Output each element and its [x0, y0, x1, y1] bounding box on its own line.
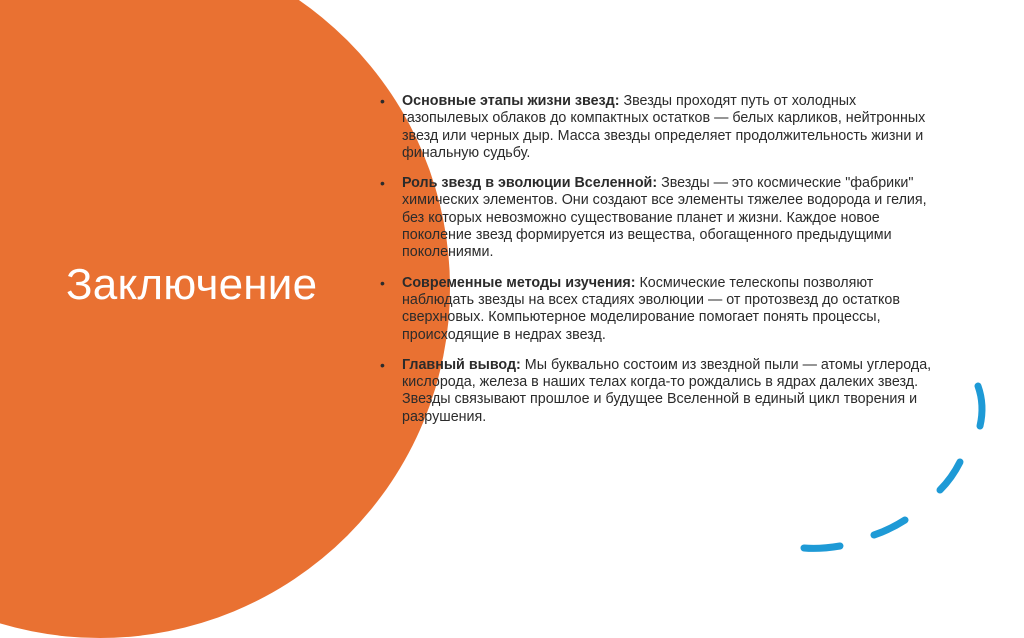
bullet-dot-icon: •: [380, 356, 385, 373]
bullet-item: [380, 175, 940, 261]
bullet-item: [380, 93, 940, 162]
bullet-list: [380, 93, 940, 426]
bullet-item: [380, 357, 940, 426]
bullet-text: Звезды — это космические "фабрики" химических элементов. Они создают все элементы тяжелее водорода и гелия, без которых невозможно существование планет и жизни. Каждое новое поколение звезд формируется из вещества, обогащенного предыдущими поколениями.: [402, 175, 927, 261]
bullet-term: Роль звезд в эволюции Вселенной:: [402, 175, 658, 192]
dash-segment: [874, 520, 905, 535]
slide-title: Заключение: [66, 260, 318, 309]
bullet-list-container: [380, 93, 940, 439]
bullet-term: Основные этапы жизни звезд:: [402, 93, 620, 109]
bullet-term: Главный вывод:: [402, 356, 521, 373]
bullet-term: Современные методы изучения:: [402, 274, 636, 291]
bullet-text: Звезды проходят путь от холодных газопылевых облаков до компактных остатков — белых карликов, нейтронных звезд или черных дыр. Масса звезды определяет продолжительность жизни и финальную судьбу.: [402, 93, 926, 161]
dash-segment: [978, 386, 982, 426]
bullet-item: [380, 275, 940, 344]
bullet-dot-icon: •: [380, 274, 385, 291]
dash-segment: [804, 546, 840, 548]
dash-segment: [940, 462, 960, 490]
bullet-dot-icon: •: [380, 175, 385, 192]
bullet-text: Космические телескопы позволяют наблюдать звезды на всех стадиях эволюции — от протозвезд до остатков сверхновых. Компьютерное моделирование помогает понять процессы, происходящие в недрах звезд.: [402, 274, 900, 343]
bullet-text: Мы буквально состоим из звездной пыли — атомы углерода, кислорода, железа в наших телах когда-то рождались в ядрах далеких звезд. Звезды связывают прошлое и будущее Вселенной в единый цикл творения и разрушения.: [402, 356, 932, 425]
bullet-dot-icon: •: [380, 93, 385, 109]
